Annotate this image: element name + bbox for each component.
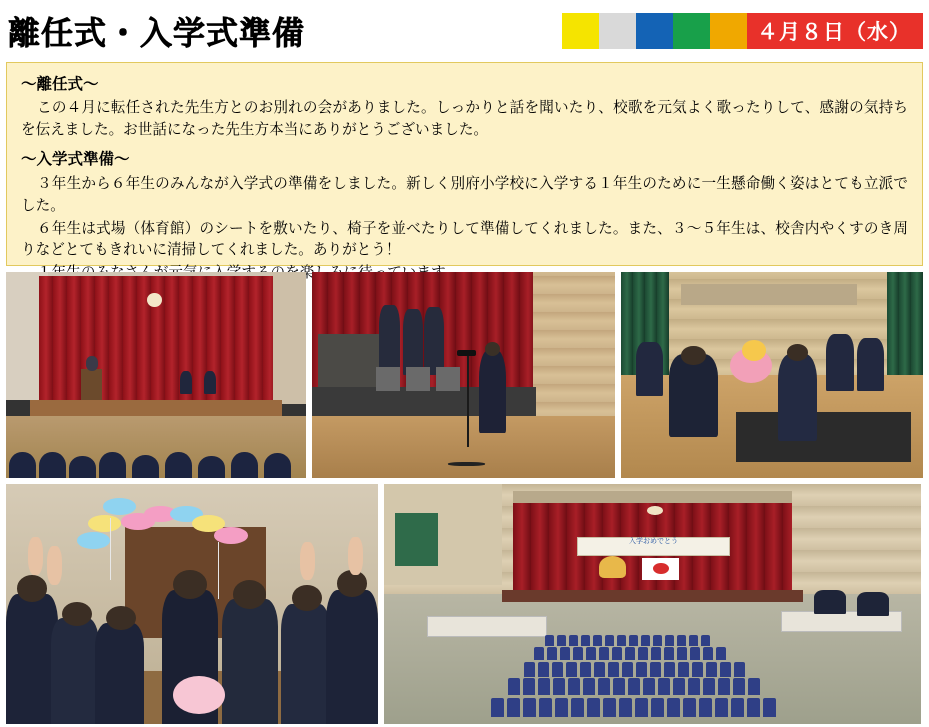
photo-clapping-farewell [6, 484, 378, 724]
gym-chair [643, 678, 655, 695]
gym-chair [638, 647, 648, 660]
gym-chair [587, 698, 600, 717]
gym-chair [608, 662, 619, 677]
gym-chair [580, 662, 591, 677]
photo-row-bottom [6, 484, 923, 724]
gym-chair [665, 635, 674, 646]
section-entrance-paragraph-1: ３年生から６年生のみんなが入学式の準備をしました。新しく別府小学校に入学する１年生のために一生懸命働く姿はとても立派でした。 [21, 174, 908, 214]
gym-chair [553, 678, 565, 695]
gym-chair [557, 635, 566, 646]
gym-chair [635, 698, 648, 717]
gym-chair [491, 698, 504, 717]
gym-chair [650, 662, 661, 677]
gym-chair [703, 647, 713, 660]
gym-chair [664, 647, 674, 660]
photo-flower-presentation [621, 272, 923, 478]
gym-chair [523, 678, 535, 695]
gym-chair [664, 662, 675, 677]
article-textbox [6, 62, 923, 266]
gym-chair [603, 698, 616, 717]
gym-chair [683, 698, 696, 717]
gym-chair [748, 678, 760, 695]
gym-chair [622, 662, 633, 677]
gym-chair [689, 635, 698, 646]
gym-chair [625, 647, 635, 660]
gym-chair [641, 635, 650, 646]
header-right-group [562, 13, 923, 49]
gym-chair [508, 678, 520, 695]
gym-chair [653, 635, 662, 646]
gym-chair [720, 662, 731, 677]
gym-chair [619, 698, 632, 717]
gym-chair [747, 698, 760, 717]
gym-chair [593, 635, 602, 646]
color-bar [562, 13, 747, 49]
gym-chair [715, 698, 728, 717]
page-title: 離任式・入学式準備 [8, 14, 306, 52]
gym-chair [594, 662, 605, 677]
gym-chair [734, 662, 745, 677]
gym-chair [586, 647, 596, 660]
color-swatch-orange [710, 13, 747, 49]
section-farewell-paragraph-1: この４月に転任された先生方とのお別れの会がありました。しっかりと話を聞いたり、校歌を元気よく歌ったりして、感謝の気持ちを伝えました。お世話になった先生方本当にありがとうございました。 [21, 99, 908, 139]
gym-chair [581, 635, 590, 646]
gym-chair [545, 635, 554, 646]
photo-gym-prepared [384, 484, 921, 724]
gym-chair [552, 662, 563, 677]
gym-chair [598, 678, 610, 695]
gym-chair [651, 698, 664, 717]
section-entrance-paragraph-2: ６年生は式場（体育館）のシートを敷いたり、椅子を並べたりして準備してくれました。また、３～５年生は、校舎内やくすのき周りなどとてもきれいに清掃してくれました。ありがとう！ [21, 219, 908, 259]
congratulations-banner [577, 537, 729, 556]
gym-chair [534, 647, 544, 660]
gym-chair [718, 678, 730, 695]
gym-chair [568, 678, 580, 695]
color-swatch-yellow [562, 13, 599, 49]
photo-students-speech [312, 272, 615, 478]
gym-chair [733, 678, 745, 695]
gym-chair [629, 635, 638, 646]
gym-chair [613, 678, 625, 695]
gym-chair [566, 662, 577, 677]
banner-text: 入学おめでとう [628, 536, 678, 545]
gym-chair [612, 647, 622, 660]
gym-chair [688, 678, 700, 695]
photo-ceremony-stage [6, 272, 306, 478]
gym-chair [701, 635, 710, 646]
gym-chair [507, 698, 520, 717]
gym-chair [706, 662, 717, 677]
gym-chair [677, 635, 686, 646]
gym-chair [555, 698, 568, 717]
gym-chair [628, 678, 640, 695]
gym-chair [651, 647, 661, 660]
gym-chair [763, 698, 776, 717]
section-heading-entrance-prep: ～入学式準備～ [21, 149, 130, 169]
color-swatch-gray [599, 13, 636, 49]
gym-chair [524, 662, 535, 677]
gym-chair [617, 635, 626, 646]
gym-chair [703, 678, 715, 695]
gym-chair [560, 647, 570, 660]
gym-chair [677, 647, 687, 660]
gym-chair [658, 678, 670, 695]
gym-chair [599, 647, 609, 660]
date-badge: ４月８日（水） [747, 13, 923, 49]
gym-chair [731, 698, 744, 717]
photo-row-top [6, 272, 923, 478]
gym-chair [538, 678, 550, 695]
gym-chair [678, 662, 689, 677]
gym-chair [583, 678, 595, 695]
color-swatch-green [673, 13, 710, 49]
gym-chair [667, 698, 680, 717]
gym-chair [547, 647, 557, 660]
gym-chair [716, 647, 726, 660]
gym-chair [573, 647, 583, 660]
gym-chair [636, 662, 647, 677]
gym-chair [692, 662, 703, 677]
gym-chair [690, 647, 700, 660]
gym-chair [699, 698, 712, 717]
page-header [0, 0, 929, 62]
gym-chair [538, 662, 549, 677]
gym-chair [571, 698, 584, 717]
gym-chair [539, 698, 552, 717]
color-swatch-blue [636, 13, 673, 49]
gym-chair [605, 635, 614, 646]
gym-chair [673, 678, 685, 695]
gym-chair [569, 635, 578, 646]
gym-chair [523, 698, 536, 717]
section-heading-farewell: ～離任式～ [21, 74, 99, 93]
